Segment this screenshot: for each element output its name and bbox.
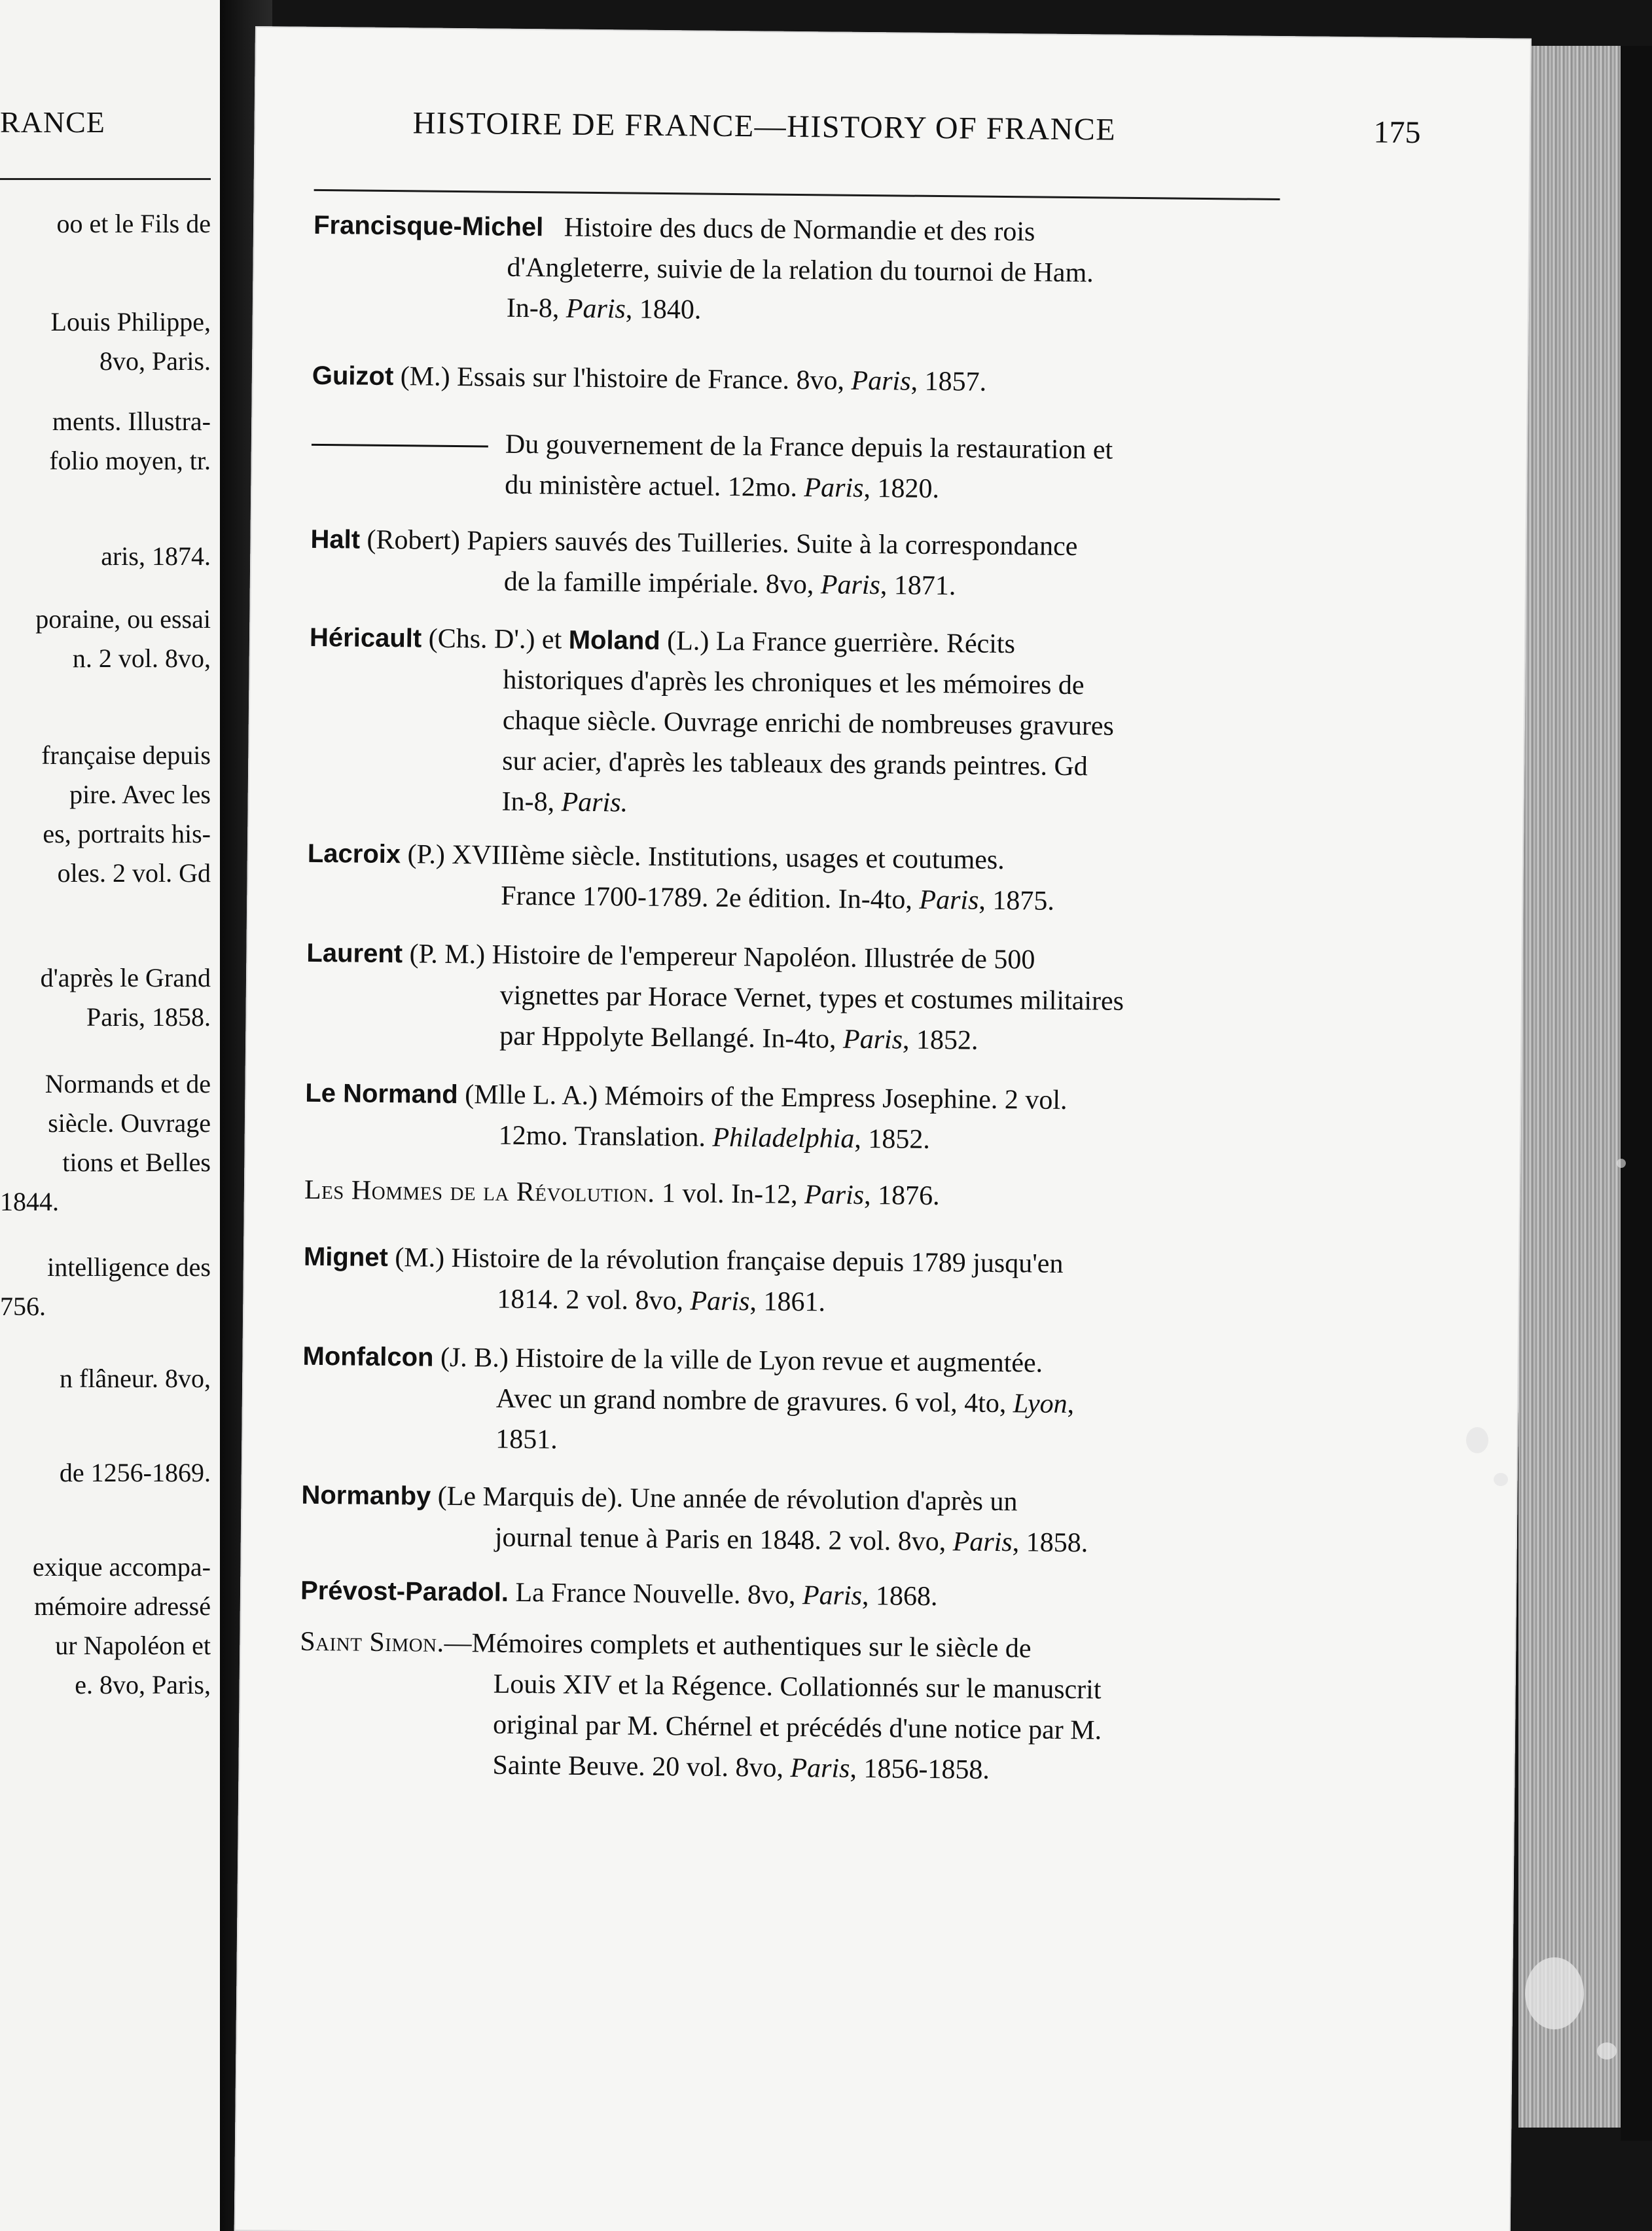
ditto-dash (312, 444, 488, 448)
left-line: intelligence des (47, 1252, 211, 1282)
header-rule (314, 189, 1280, 200)
left-line: Louis Philippe, (50, 307, 211, 336)
entry-author: Francisque-Michel (313, 210, 544, 242)
running-header (412, 105, 1421, 160)
bibliography-entry: Normanby (Le Marquis de). Une année de révolution d'après un journal tenue à Paris en 1848. 2 vol. 8vo, Paris, 1858. (301, 1480, 1088, 1559)
left-line: mémoire adressé (34, 1591, 211, 1621)
entry-title-smallcaps: Saint Simon. (300, 1626, 444, 1658)
scan-speck (1617, 1159, 1626, 1168)
left-line: tions et Belles (62, 1148, 211, 1177)
bibliography-entry: Francisque-Michel Histoire des ducs de Normandie et des rois d'Angleterre, suivie de la relation du tournoi de Ham. In-8, Paris, 1840. (313, 210, 1094, 325)
left-line: siècle. Ouvrage (48, 1108, 211, 1138)
left-line: folio moyen, tr. (49, 446, 211, 475)
left-line: 8vo, Paris. (99, 346, 211, 376)
left-line: d'après le Grand (40, 963, 211, 992)
left-line: de 1256-1869. (59, 1458, 211, 1487)
left-line: aris, 1874. (101, 541, 211, 571)
scan-speck (1525, 1957, 1584, 2029)
entry-title-smallcaps: Les Hommes de la Révolution. (304, 1174, 655, 1208)
left-line: oo et le Fils de (56, 209, 211, 238)
scan-speck (1466, 1427, 1488, 1453)
running-title: HISTOIRE DE FRANCE—HISTORY OF FRANCE (412, 105, 1117, 147)
left-line: 756. (0, 1292, 46, 1321)
left-line: oles. 2 vol. Gd (57, 858, 211, 888)
left-line: n flâneur. 8vo, (59, 1364, 211, 1393)
bibliography-entry: Mignet (M.) Histoire de la révolution française depuis 1789 jusqu'en 1814. 2 vol. 8vo, Paris, 1861. (303, 1242, 1064, 1318)
entry-author: Héricault (309, 623, 422, 653)
bibliography-entry: Laurent (P. M.) Histoire de l'empereur Napoléon. Illustrée de 500 vignettes par Horace Vernet, types et costumes militaires par Hppolyte Bellangé. In-4to, Paris, 1852. (306, 938, 1124, 1056)
left-line: Normands et de (45, 1069, 211, 1098)
bibliography-entry: Le Normand (Mlle L. A.) Mémoirs of the Empress Josephine. 2 vol. 12mo. Translation. Philadelphia, 1852. (305, 1078, 1068, 1155)
entry-author: Laurent (306, 938, 403, 969)
bibliography-entry: Lacroix (P.) XVIIIème siècle. Institutions, usages et coutumes. France 1700-1789. 2e édition. In-4to, Paris, 1875. (307, 839, 1055, 916)
left-line: n. 2 vol. 8vo, (72, 644, 211, 673)
scan-speck (1597, 2042, 1617, 2059)
left-line: exique accompa- (32, 1552, 211, 1582)
left-line: pire. Avec les (69, 780, 211, 809)
entry-author: Halt (310, 524, 361, 554)
page-edges (1518, 46, 1621, 2128)
bibliography-entry: Prévost-Paradol. La France Nouvelle. 8vo, Paris, 1868. (300, 1576, 938, 1612)
bibliography-entry: Monfalcon (J. B.) Histoire de la ville de Lyon revue et augmentée. Avec un grand nombre de gravures. 6 vol, 4to, Lyon, 1851. (302, 1341, 1075, 1455)
entry-author: Le Normand (305, 1078, 458, 1110)
left-line: Paris, 1858. (86, 1002, 211, 1032)
right-page (234, 26, 1532, 2231)
entry-author: Lacroix (307, 839, 401, 869)
scan-speck (1494, 1473, 1508, 1486)
page-edges-shadow (1621, 46, 1652, 2141)
left-line: ments. Illustra- (52, 407, 211, 436)
bibliography-entry: Halt (Robert) Papiers sauvés des Tuilleries. Suite à la correspondance de la famille impériale. 8vo, Paris, 1871. (310, 524, 1078, 602)
left-line: poraine, ou essai (35, 604, 211, 634)
left-line: française depuis (41, 740, 211, 770)
entry-author: Monfalcon (302, 1341, 434, 1372)
bibliography-entry: Héricault (Chs. D'.) et Moland (L.) La France guerrière. Récits historiques d'après les chroniques et les mémoires de chaque siècle. Ouvrage enrichi de nombreuses gravures sur acier, d'après les tableaux des grands peintres. Gd In-8, Paris. (309, 623, 1115, 818)
bibliography-entry: Saint Simon.—Mémoires complets et authentiques sur le siècle de Louis XIV et la Régence. Collationnés sur le manuscrit original par M. Chérnel et précédés d'une notice par M. Sainte Beuve. 20 vol. 8vo, Paris, 1856-1858. (300, 1626, 1102, 1785)
bibliography-entry: Guizot (M.) Essais sur l'histoire de France. 8vo, Paris, 1857. (312, 361, 987, 397)
left-header-rule (0, 178, 211, 180)
entry-author: Moland (568, 625, 660, 655)
bibliography-entry: Les Hommes de la Révolution. 1 vol. In-12, Paris, 1876. (304, 1174, 940, 1212)
entry-author: Mignet (303, 1242, 389, 1273)
left-line: es, portraits his- (43, 819, 211, 848)
left-line: 1844. (0, 1187, 59, 1216)
page-number: 175 (1373, 115, 1421, 151)
entry-author: Prévost-Paradol. (300, 1576, 509, 1607)
entry-author: Guizot (312, 361, 394, 391)
left-line: e. 8vo, Paris, (75, 1670, 211, 1699)
left-line: ur Napoléon et (55, 1631, 211, 1660)
left-page-header: RANCE (0, 105, 105, 139)
entry-author: Normanby (301, 1480, 431, 1511)
bibliography-entry: Du gouvernement de la France depuis la restauration et du ministère actuel. 12mo. Paris, 1820. (311, 422, 1278, 513)
left-page-fragment (0, 0, 220, 2231)
